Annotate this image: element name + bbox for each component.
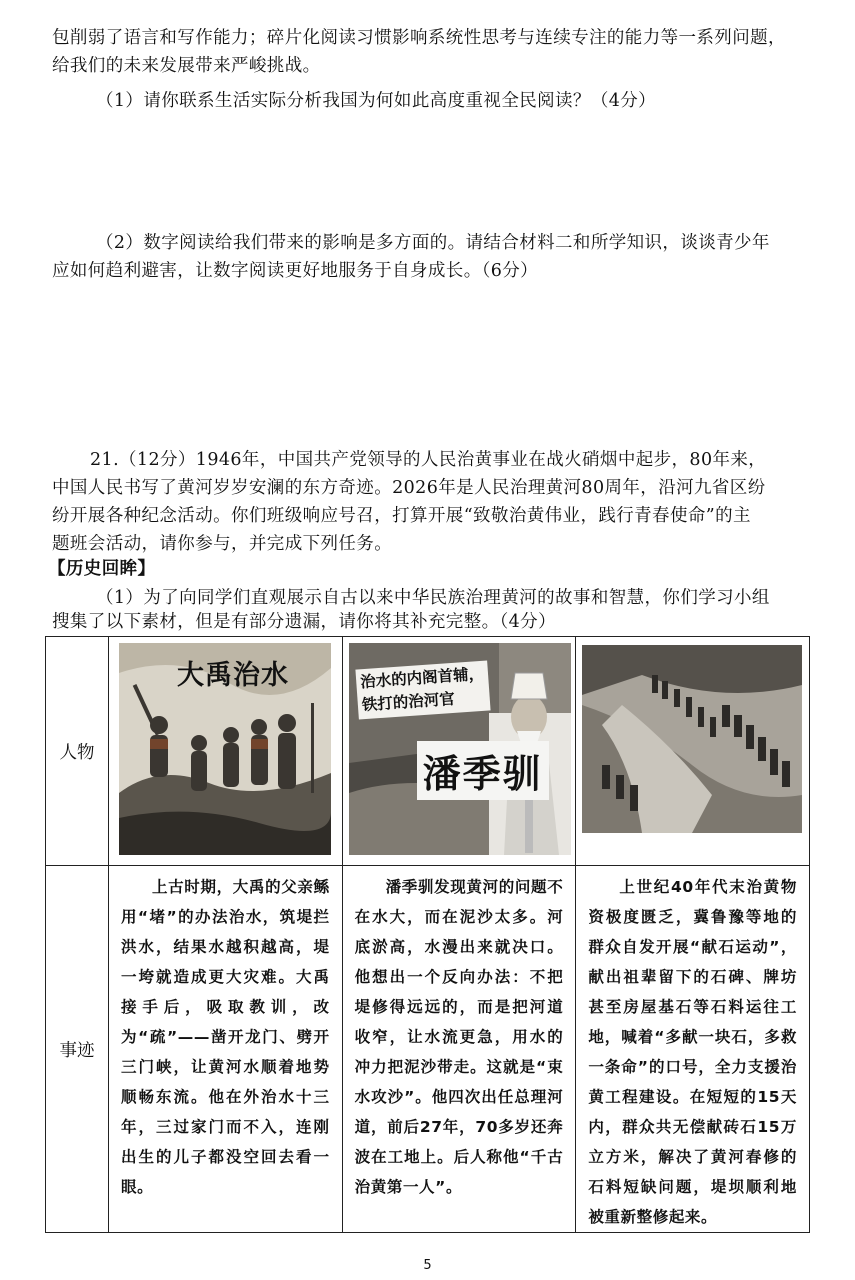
- people-row: [46, 637, 810, 866]
- section-heading: 【历史回眸】: [48, 559, 156, 579]
- deeds-cell-stone-donation: [576, 866, 810, 1233]
- panjixun-slogan: [355, 660, 490, 719]
- story-dayu: 上古时期，大禹的父亲鲧用“堵”的办法治水，筑堤拦洪水，结果水越积越高，堤一垮就造成更大灾难。大禹接手后，吸取教训，改为“疏”——凿开龙门、劈开三门峡，让黄河水顺着地势顺畅东流。他在外治水十三年，三过家门而不入，连刚出生的儿子都没空回去看一眼。: [121, 878, 330, 1196]
- deeds-cell-panjixun: [342, 866, 576, 1233]
- material-table: [45, 636, 810, 1233]
- sub-question-1-line-1: （1）为了向同学们直观展示自古以来中华民族治理黄河的故事和智慧，你们学习小组: [96, 588, 770, 608]
- dayu-caption: 大禹治水: [177, 660, 289, 691]
- question-21-line-2: 中国人民书写了黄河岁岁安澜的东方奇迹。2026年是人民治理黄河80周年，沿河九省区纷: [52, 478, 766, 498]
- stone-donation-photo: [582, 645, 802, 833]
- panjixun-illustration: [349, 643, 571, 855]
- question-21-line-4: 题班会活动，请你参与，并完成下列任务。: [52, 534, 393, 554]
- question-2-line-1: （2）数字阅读给我们带来的影响是多方面的。请结合材料二和所学知识，谈谈青少年: [96, 233, 770, 253]
- people-cell-panjixun: [342, 637, 576, 866]
- deeds-row-label: 事迹: [46, 866, 109, 1233]
- panjixun-name: 潘季驯: [417, 741, 549, 800]
- intro-line-2: 给我们的未来发展带来严峻挑战。: [52, 56, 321, 76]
- sub-question-1-line-2: 搜集了以下素材，但是有部分遗漏，请你将其补充完整。（4分）: [52, 612, 556, 632]
- question-1: （1）请你联系生活实际分析我国为何如此高度重视全民阅读？（4分）: [96, 91, 657, 111]
- panjixun-slogan-line-2: 铁打的治河官: [360, 689, 455, 715]
- deeds-cell-dayu: [109, 866, 343, 1233]
- question-21-line-1: 21.（12分）1946年，中国共产党领导的人民治黄事业在战火硝烟中起步，80年来，: [90, 450, 767, 470]
- dayu-illustration: [119, 643, 331, 855]
- people-cell-stone-donation: [576, 637, 810, 866]
- people-cell-dayu: [109, 637, 343, 866]
- page-number: 5: [423, 1258, 432, 1273]
- question-21-line-3: 纷开展各种纪念活动。你们班级响应号召，打算开展“致敬治黄伟业，践行青春使命”的主: [52, 506, 751, 526]
- story-stone-donation: 上世纪40年代末治黄物资极度匮乏，冀鲁豫等地的群众自发开展“献石运动”，献出祖辈留下的石碑、牌坊甚至房屋基石等石料运往工地，喊着“多献一块石，多救一条命”的口号，全力支援治黄工程建设。在短短的15天内，群众共无偿献砖石15万立方米，解决了黄河春修的石料短缺问题，堤坝顺利地被重新整修起来。: [588, 878, 797, 1226]
- intro-line-1: 包削弱了语言和写作能力；碎片化阅读习惯影响系统性思考与连续专注的能力等一系列问题，: [52, 28, 786, 48]
- panjixun-slogan-line-1: 治水的内阁首辅，: [359, 664, 485, 692]
- story-panjixun: 潘季驯发现黄河的问题不在水大，而在泥沙太多。河底淤高，水漫出来就决口。他想出一个反向办法：不把堤修得远远的，而是把河道收窄，让水流更急，用水的冲力把泥沙带走。这就是“束水攻沙”。他四次出任总理河道，前后27年，70多岁还奔波在工地上。后人称他“千古治黄第一人”。: [354, 878, 564, 1196]
- deeds-row: [46, 866, 810, 1233]
- question-2-line-2: 应如何趋利避害，让数字阅读更好地服务于自身成长。（6分）: [52, 261, 539, 281]
- people-row-label: 人物: [46, 637, 109, 866]
